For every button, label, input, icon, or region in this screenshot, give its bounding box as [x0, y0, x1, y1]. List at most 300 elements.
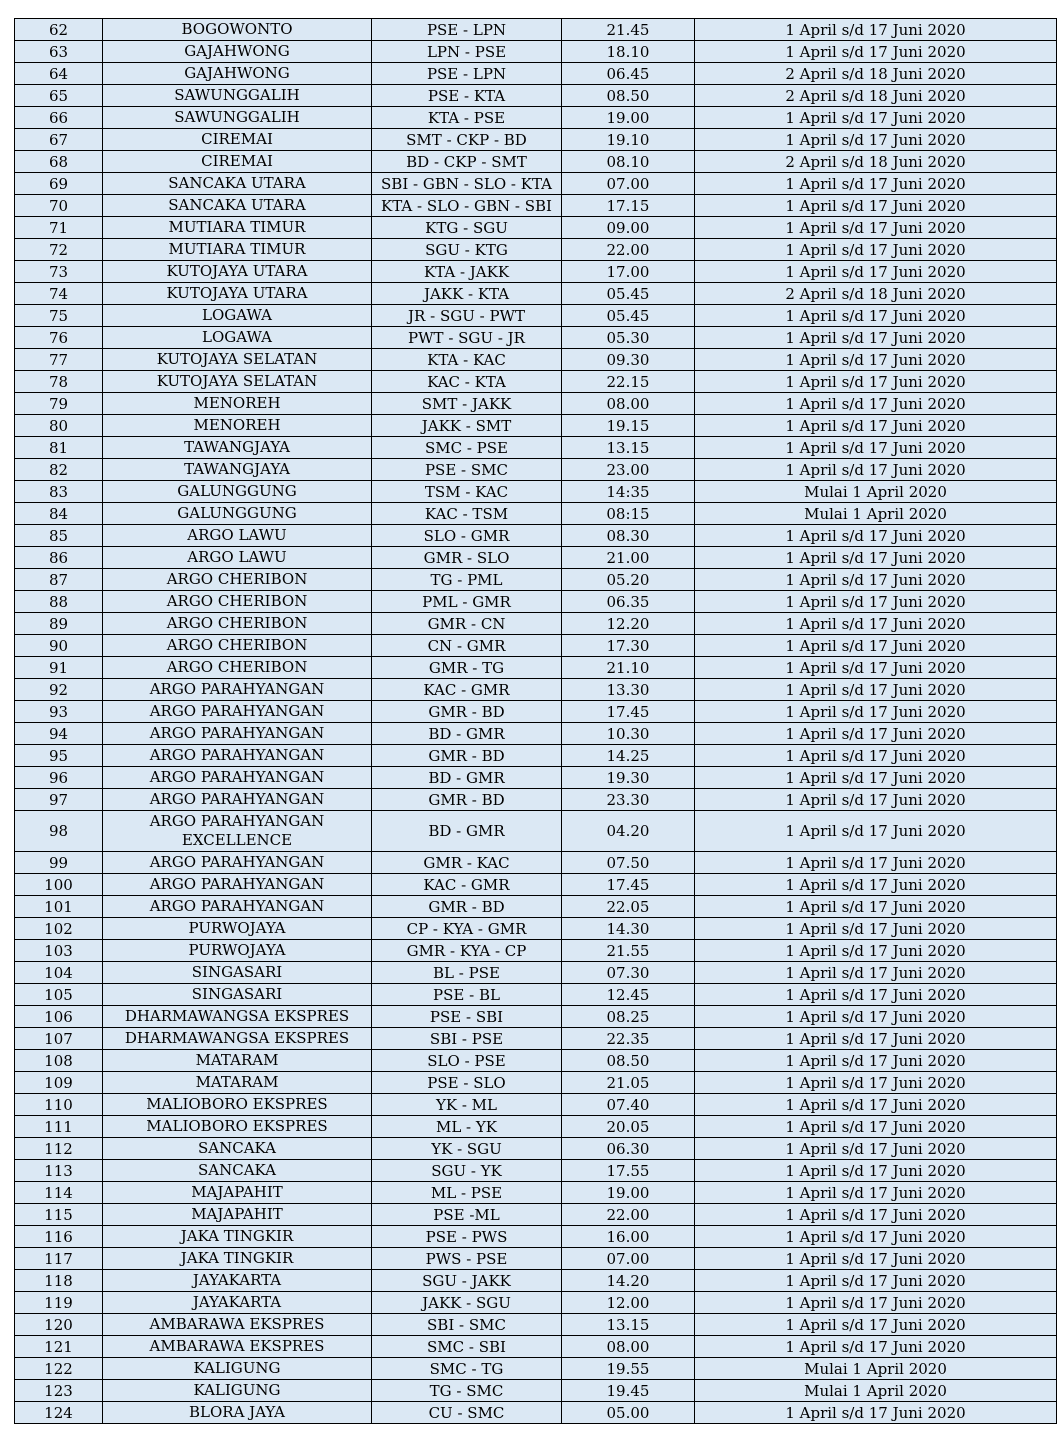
departure-time-cell: 05.20	[562, 569, 695, 591]
row-number-cell: 103	[15, 940, 103, 962]
route-cell: BD - GMR	[372, 811, 562, 852]
train-name-cell: SANCAKA	[103, 1160, 372, 1182]
route-cell: SGU - KTG	[372, 239, 562, 261]
table-row	[15, 283, 1057, 305]
departure-time-cell: 13.15	[562, 437, 695, 459]
row-number-cell: 122	[15, 1358, 103, 1380]
row-number-cell: 67	[15, 129, 103, 151]
table-row	[15, 569, 1057, 591]
table-row	[15, 1138, 1057, 1160]
train-name-cell: MAJAPAHIT	[103, 1204, 372, 1226]
departure-time-cell: 19.15	[562, 415, 695, 437]
row-number-cell: 76	[15, 327, 103, 349]
train-name-cell: CIREMAI	[103, 151, 372, 173]
train-name-cell: KUTOJAYA SELATAN	[103, 371, 372, 393]
departure-time-cell: 12.20	[562, 613, 695, 635]
route-cell: ML - YK	[372, 1116, 562, 1138]
table-row	[15, 767, 1057, 789]
table-row	[15, 723, 1057, 745]
route-cell: KTG - SGU	[372, 217, 562, 239]
period-cell: 1 April s/d 17 Juni 2020	[695, 852, 1057, 874]
route-cell: CU - SMC	[372, 1402, 562, 1424]
route-cell: KTA - JAKK	[372, 261, 562, 283]
train-name-cell: ARGO CHERIBON	[103, 613, 372, 635]
table-row	[15, 613, 1057, 635]
period-cell: 1 April s/d 17 Juni 2020	[695, 239, 1057, 261]
row-number-cell: 120	[15, 1314, 103, 1336]
period-cell: 1 April s/d 17 Juni 2020	[695, 635, 1057, 657]
table-row	[15, 1314, 1057, 1336]
route-cell: BD - CKP - SMT	[372, 151, 562, 173]
row-number-cell: 77	[15, 349, 103, 371]
period-cell: 1 April s/d 17 Juni 2020	[695, 327, 1057, 349]
period-cell: 1 April s/d 17 Juni 2020	[695, 459, 1057, 481]
row-number-cell: 70	[15, 195, 103, 217]
departure-time-cell: 21.10	[562, 657, 695, 679]
table-row	[15, 261, 1057, 283]
departure-time-cell: 12.45	[562, 984, 695, 1006]
train-name-cell: DHARMAWANGSA EKSPRES	[103, 1028, 372, 1050]
row-number-cell: 69	[15, 173, 103, 195]
table-row	[15, 1182, 1057, 1204]
table-row	[15, 635, 1057, 657]
period-cell: 1 April s/d 17 Juni 2020	[695, 525, 1057, 547]
route-cell: GMR - TG	[372, 657, 562, 679]
departure-time-cell: 22.00	[562, 1204, 695, 1226]
train-name-cell: SANCAKA UTARA	[103, 173, 372, 195]
period-cell: 1 April s/d 17 Juni 2020	[695, 1138, 1057, 1160]
route-cell: YK - ML	[372, 1094, 562, 1116]
train-name-cell: SANCAKA UTARA	[103, 195, 372, 217]
row-number-cell: 85	[15, 525, 103, 547]
table-row	[15, 547, 1057, 569]
route-cell: JR - SGU - PWT	[372, 305, 562, 327]
table-row	[15, 1116, 1057, 1138]
departure-time-cell: 10.30	[562, 723, 695, 745]
route-cell: KAC - GMR	[372, 679, 562, 701]
table-row	[15, 1226, 1057, 1248]
departure-time-cell: 05.45	[562, 305, 695, 327]
period-cell: 2 April s/d 18 Juni 2020	[695, 63, 1057, 85]
row-number-cell: 90	[15, 635, 103, 657]
row-number-cell: 121	[15, 1336, 103, 1358]
period-cell: 1 April s/d 17 Juni 2020	[695, 1336, 1057, 1358]
route-cell: TG - SMC	[372, 1380, 562, 1402]
row-number-cell: 96	[15, 767, 103, 789]
period-cell: 1 April s/d 17 Juni 2020	[695, 437, 1057, 459]
departure-time-cell: 16.00	[562, 1226, 695, 1248]
departure-time-cell: 08.00	[562, 393, 695, 415]
table-row	[15, 1336, 1057, 1358]
route-cell: JAKK - KTA	[372, 283, 562, 305]
table-row	[15, 107, 1057, 129]
row-number-cell: 97	[15, 789, 103, 811]
period-cell: 1 April s/d 17 Juni 2020	[695, 305, 1057, 327]
departure-time-cell: 14:35	[562, 481, 695, 503]
departure-time-cell: 22.05	[562, 896, 695, 918]
table-row	[15, 1050, 1057, 1072]
departure-time-cell: 09.00	[562, 217, 695, 239]
table-row	[15, 151, 1057, 173]
period-cell: 1 April s/d 17 Juni 2020	[695, 591, 1057, 613]
departure-time-cell: 06.45	[562, 63, 695, 85]
row-number-cell: 68	[15, 151, 103, 173]
train-name-cell: SINGASARI	[103, 984, 372, 1006]
route-cell: KTA - KAC	[372, 349, 562, 371]
route-cell: SMC - TG	[372, 1358, 562, 1380]
departure-time-cell: 14.30	[562, 918, 695, 940]
period-cell: 1 April s/d 17 Juni 2020	[695, 1072, 1057, 1094]
train-schedule-table	[14, 18, 1057, 1424]
departure-time-cell: 21.00	[562, 547, 695, 569]
route-cell: GMR - BD	[372, 701, 562, 723]
period-cell: 1 April s/d 17 Juni 2020	[695, 41, 1057, 63]
route-cell: TG - PML	[372, 569, 562, 591]
table-body	[15, 19, 1057, 1424]
route-cell: CP - KYA - GMR	[372, 918, 562, 940]
departure-time-cell: 07.40	[562, 1094, 695, 1116]
period-cell: 1 April s/d 17 Juni 2020	[695, 1226, 1057, 1248]
table-row	[15, 701, 1057, 723]
period-cell: 1 April s/d 17 Juni 2020	[695, 569, 1057, 591]
table-row	[15, 415, 1057, 437]
departure-time-cell: 23.30	[562, 789, 695, 811]
departure-time-cell: 17.00	[562, 261, 695, 283]
row-number-cell: 89	[15, 613, 103, 635]
table-row	[15, 459, 1057, 481]
period-cell: 1 April s/d 17 Juni 2020	[695, 217, 1057, 239]
table-row	[15, 811, 1057, 852]
departure-time-cell: 17.45	[562, 874, 695, 896]
period-cell: 1 April s/d 17 Juni 2020	[695, 107, 1057, 129]
row-number-cell: 119	[15, 1292, 103, 1314]
train-name-cell: SAWUNGGALIH	[103, 107, 372, 129]
train-name-cell: ARGO PARAHYANGAN	[103, 745, 372, 767]
row-number-cell: 124	[15, 1402, 103, 1424]
row-number-cell: 111	[15, 1116, 103, 1138]
route-cell: SLO - GMR	[372, 525, 562, 547]
row-number-cell: 82	[15, 459, 103, 481]
period-cell: Mulai 1 April 2020	[695, 503, 1057, 525]
period-cell: Mulai 1 April 2020	[695, 481, 1057, 503]
train-name-cell: JAKA TINGKIR	[103, 1226, 372, 1248]
route-cell: GMR - BD	[372, 745, 562, 767]
train-name-cell: LOGAWA	[103, 305, 372, 327]
route-cell: BD - GMR	[372, 767, 562, 789]
table-row	[15, 1270, 1057, 1292]
route-cell: JAKK - SMT	[372, 415, 562, 437]
period-cell: Mulai 1 April 2020	[695, 1358, 1057, 1380]
period-cell: 1 April s/d 17 Juni 2020	[695, 679, 1057, 701]
departure-time-cell: 22.15	[562, 371, 695, 393]
route-cell: SGU - JAKK	[372, 1270, 562, 1292]
train-name-cell: MENOREH	[103, 415, 372, 437]
period-cell: 2 April s/d 18 Juni 2020	[695, 85, 1057, 107]
train-name-cell: PURWOJAYA	[103, 940, 372, 962]
period-cell: 1 April s/d 17 Juni 2020	[695, 371, 1057, 393]
train-name-cell: ARGO CHERIBON	[103, 657, 372, 679]
row-number-cell: 93	[15, 701, 103, 723]
row-number-cell: 100	[15, 874, 103, 896]
period-cell: 1 April s/d 17 Juni 2020	[695, 1270, 1057, 1292]
departure-time-cell: 18.10	[562, 41, 695, 63]
row-number-cell: 109	[15, 1072, 103, 1094]
train-name-cell: TAWANGJAYA	[103, 459, 372, 481]
row-number-cell: 91	[15, 657, 103, 679]
period-cell: 1 April s/d 17 Juni 2020	[695, 1204, 1057, 1226]
row-number-cell: 81	[15, 437, 103, 459]
route-cell: TSM - KAC	[372, 481, 562, 503]
departure-time-cell: 19.45	[562, 1380, 695, 1402]
train-name-cell: MUTIARA TIMUR	[103, 239, 372, 261]
route-cell: PSE - SMC	[372, 459, 562, 481]
train-name-cell: JAYAKARTA	[103, 1270, 372, 1292]
train-name-cell: CIREMAI	[103, 129, 372, 151]
period-cell: 2 April s/d 18 Juni 2020	[695, 283, 1057, 305]
train-name-cell: ARGO PARAHYANGAN	[103, 896, 372, 918]
departure-time-cell: 17.45	[562, 701, 695, 723]
period-cell: 1 April s/d 17 Juni 2020	[695, 261, 1057, 283]
period-cell: 1 April s/d 17 Juni 2020	[695, 19, 1057, 41]
departure-time-cell: 08.30	[562, 525, 695, 547]
table-row	[15, 789, 1057, 811]
period-cell: 1 April s/d 17 Juni 2020	[695, 1160, 1057, 1182]
period-cell: Mulai 1 April 2020	[695, 1380, 1057, 1402]
table-row	[15, 19, 1057, 41]
row-number-cell: 72	[15, 239, 103, 261]
route-cell: SMT - JAKK	[372, 393, 562, 415]
departure-time-cell: 23.00	[562, 459, 695, 481]
departure-time-cell: 19.10	[562, 129, 695, 151]
table-row	[15, 1028, 1057, 1050]
row-number-cell: 107	[15, 1028, 103, 1050]
table-row	[15, 1380, 1057, 1402]
table-row	[15, 217, 1057, 239]
period-cell: 1 April s/d 17 Juni 2020	[695, 1006, 1057, 1028]
row-number-cell: 62	[15, 19, 103, 41]
train-name-cell: GAJAHWONG	[103, 63, 372, 85]
train-name-cell: ARGO CHERIBON	[103, 591, 372, 613]
route-cell: ML - PSE	[372, 1182, 562, 1204]
table-row	[15, 591, 1057, 613]
train-name-cell: SANCAKA	[103, 1138, 372, 1160]
train-name-cell: SINGASARI	[103, 962, 372, 984]
departure-time-cell: 12.00	[562, 1292, 695, 1314]
departure-time-cell: 13.15	[562, 1314, 695, 1336]
train-name-cell: GALUNGGUNG	[103, 503, 372, 525]
route-cell: KAC - KTA	[372, 371, 562, 393]
row-number-cell: 94	[15, 723, 103, 745]
route-cell: PSE - KTA	[372, 85, 562, 107]
table-row	[15, 896, 1057, 918]
table-row	[15, 940, 1057, 962]
train-name-cell: ARGO CHERIBON	[103, 569, 372, 591]
route-cell: PSE - LPN	[372, 63, 562, 85]
departure-time-cell: 20.05	[562, 1116, 695, 1138]
period-cell: 1 April s/d 17 Juni 2020	[695, 811, 1057, 852]
departure-time-cell: 05.30	[562, 327, 695, 349]
departure-time-cell: 19.00	[562, 1182, 695, 1204]
departure-time-cell: 07.00	[562, 173, 695, 195]
period-cell: 1 April s/d 17 Juni 2020	[695, 984, 1057, 1006]
train-name-cell: GALUNGGUNG	[103, 481, 372, 503]
route-cell: PWT - SGU - JR	[372, 327, 562, 349]
route-cell: GMR - BD	[372, 896, 562, 918]
period-cell: 1 April s/d 17 Juni 2020	[695, 1050, 1057, 1072]
train-name-cell: GAJAHWONG	[103, 41, 372, 63]
table-row	[15, 1094, 1057, 1116]
table-row	[15, 481, 1057, 503]
period-cell: 1 April s/d 17 Juni 2020	[695, 1028, 1057, 1050]
train-name-cell: AMBARAWA EKSPRES	[103, 1336, 372, 1358]
route-cell: KAC - GMR	[372, 874, 562, 896]
departure-time-cell: 21.45	[562, 19, 695, 41]
departure-time-cell: 17.30	[562, 635, 695, 657]
row-number-cell: 101	[15, 896, 103, 918]
row-number-cell: 118	[15, 1270, 103, 1292]
row-number-cell: 117	[15, 1248, 103, 1270]
row-number-cell: 64	[15, 63, 103, 85]
route-cell: SBI - GBN - SLO - KTA	[372, 173, 562, 195]
table-row	[15, 1358, 1057, 1380]
route-cell: PSE - SBI	[372, 1006, 562, 1028]
train-name-cell: ARGO PARAHYANGAN	[103, 701, 372, 723]
departure-time-cell: 08.50	[562, 1050, 695, 1072]
row-number-cell: 102	[15, 918, 103, 940]
departure-time-cell: 22.35	[562, 1028, 695, 1050]
route-cell: PSE - BL	[372, 984, 562, 1006]
period-cell: 1 April s/d 17 Juni 2020	[695, 745, 1057, 767]
departure-time-cell: 08:15	[562, 503, 695, 525]
row-number-cell: 71	[15, 217, 103, 239]
period-cell: 1 April s/d 17 Juni 2020	[695, 1314, 1057, 1336]
period-cell: 1 April s/d 17 Juni 2020	[695, 547, 1057, 569]
departure-time-cell: 06.30	[562, 1138, 695, 1160]
period-cell: 1 April s/d 17 Juni 2020	[695, 896, 1057, 918]
table-row	[15, 239, 1057, 261]
row-number-cell: 63	[15, 41, 103, 63]
route-cell: SGU - YK	[372, 1160, 562, 1182]
route-cell: PSE -ML	[372, 1204, 562, 1226]
route-cell: BL - PSE	[372, 962, 562, 984]
row-number-cell: 115	[15, 1204, 103, 1226]
row-number-cell: 86	[15, 547, 103, 569]
period-cell: 2 April s/d 18 Juni 2020	[695, 151, 1057, 173]
table-row	[15, 745, 1057, 767]
row-number-cell: 92	[15, 679, 103, 701]
period-cell: 1 April s/d 17 Juni 2020	[695, 657, 1057, 679]
period-cell: 1 April s/d 17 Juni 2020	[695, 173, 1057, 195]
row-number-cell: 80	[15, 415, 103, 437]
row-number-cell: 73	[15, 261, 103, 283]
table-row	[15, 657, 1057, 679]
period-cell: 1 April s/d 17 Juni 2020	[695, 767, 1057, 789]
row-number-cell: 95	[15, 745, 103, 767]
row-number-cell: 66	[15, 107, 103, 129]
row-number-cell: 87	[15, 569, 103, 591]
train-name-cell: TAWANGJAYA	[103, 437, 372, 459]
table-row	[15, 437, 1057, 459]
row-number-cell: 113	[15, 1160, 103, 1182]
table-row	[15, 1292, 1057, 1314]
departure-time-cell: 14.20	[562, 1270, 695, 1292]
table-row	[15, 41, 1057, 63]
train-name-cell: ARGO PARAHYANGAN EXCELLENCE	[103, 811, 372, 852]
row-number-cell: 75	[15, 305, 103, 327]
period-cell: 1 April s/d 17 Juni 2020	[695, 918, 1057, 940]
departure-time-cell: 06.35	[562, 591, 695, 613]
departure-time-cell: 19.30	[562, 767, 695, 789]
row-number-cell: 105	[15, 984, 103, 1006]
row-number-cell: 79	[15, 393, 103, 415]
route-cell: KTA - PSE	[372, 107, 562, 129]
train-name-cell: ARGO LAWU	[103, 547, 372, 569]
train-name-cell: JAKA TINGKIR	[103, 1248, 372, 1270]
table-row	[15, 503, 1057, 525]
route-cell: PSE - PWS	[372, 1226, 562, 1248]
table-row	[15, 85, 1057, 107]
period-cell: 1 April s/d 17 Juni 2020	[695, 129, 1057, 151]
row-number-cell: 83	[15, 481, 103, 503]
row-number-cell: 123	[15, 1380, 103, 1402]
period-cell: 1 April s/d 17 Juni 2020	[695, 1292, 1057, 1314]
route-cell: CN - GMR	[372, 635, 562, 657]
train-name-cell: KUTOJAYA SELATAN	[103, 349, 372, 371]
route-cell: GMR - KYA - CP	[372, 940, 562, 962]
train-name-cell: MUTIARA TIMUR	[103, 217, 372, 239]
train-name-cell: AMBARAWA EKSPRES	[103, 1314, 372, 1336]
departure-time-cell: 08.50	[562, 85, 695, 107]
train-name-cell: BLORA JAYA	[103, 1402, 372, 1424]
row-number-cell: 98	[15, 811, 103, 852]
period-cell: 1 April s/d 17 Juni 2020	[695, 789, 1057, 811]
route-cell: SBI - SMC	[372, 1314, 562, 1336]
period-cell: 1 April s/d 17 Juni 2020	[695, 723, 1057, 745]
row-number-cell: 108	[15, 1050, 103, 1072]
table-row	[15, 1006, 1057, 1028]
train-name-cell: ARGO CHERIBON	[103, 635, 372, 657]
table-row	[15, 63, 1057, 85]
row-number-cell: 78	[15, 371, 103, 393]
route-cell: KTA - SLO - GBN - SBI	[372, 195, 562, 217]
departure-time-cell: 05.45	[562, 283, 695, 305]
row-number-cell: 114	[15, 1182, 103, 1204]
table-row	[15, 327, 1057, 349]
table-row	[15, 195, 1057, 217]
departure-time-cell: 13.30	[562, 679, 695, 701]
route-cell: KAC - TSM	[372, 503, 562, 525]
period-cell: 1 April s/d 17 Juni 2020	[695, 415, 1057, 437]
table-row	[15, 173, 1057, 195]
train-name-cell: KALIGUNG	[103, 1358, 372, 1380]
period-cell: 1 April s/d 17 Juni 2020	[695, 1116, 1057, 1138]
departure-time-cell: 19.00	[562, 107, 695, 129]
table-row	[15, 852, 1057, 874]
table-row	[15, 918, 1057, 940]
table-row	[15, 1160, 1057, 1182]
departure-time-cell: 17.55	[562, 1160, 695, 1182]
row-number-cell: 99	[15, 852, 103, 874]
route-cell: SLO - PSE	[372, 1050, 562, 1072]
table-row	[15, 349, 1057, 371]
route-cell: SBI - PSE	[372, 1028, 562, 1050]
train-name-cell: ARGO PARAHYANGAN	[103, 767, 372, 789]
route-cell: SMC - SBI	[372, 1336, 562, 1358]
train-name-cell: DHARMAWANGSA EKSPRES	[103, 1006, 372, 1028]
departure-time-cell: 07.00	[562, 1248, 695, 1270]
route-cell: JAKK - SGU	[372, 1292, 562, 1314]
table-row	[15, 1204, 1057, 1226]
